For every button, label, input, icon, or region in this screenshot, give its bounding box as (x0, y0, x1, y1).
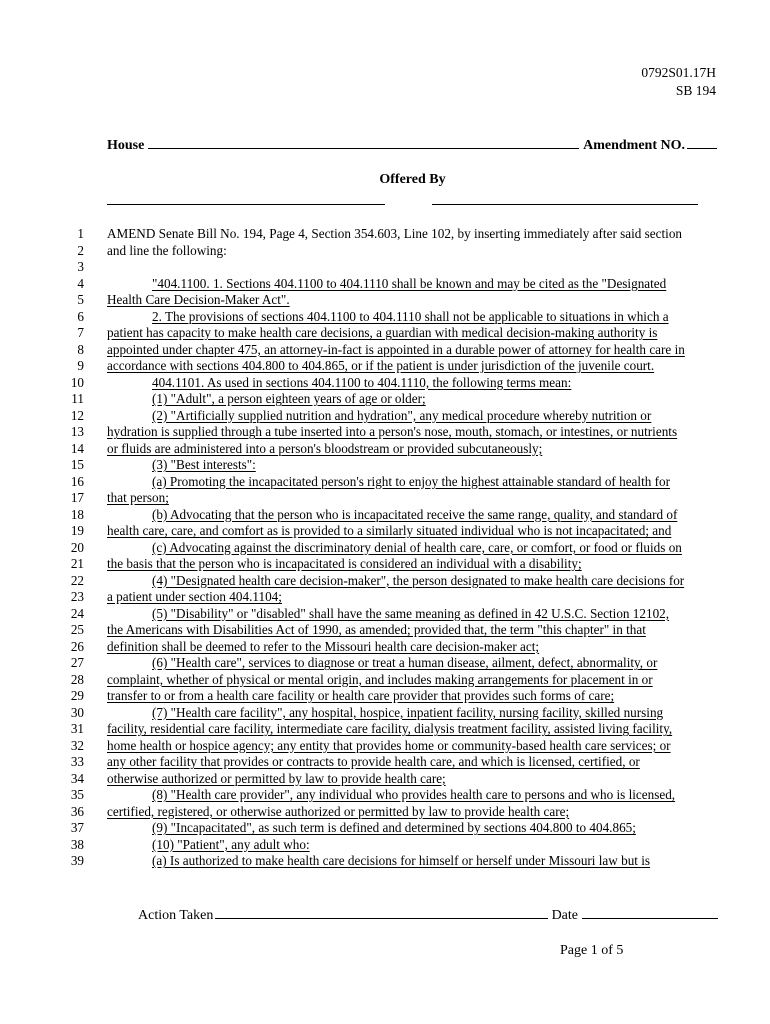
text-line (0, 540, 770, 557)
text-line (0, 507, 770, 524)
line-number: 11 (71, 391, 84, 406)
line-number: 4 (77, 275, 84, 291)
line-number: 27 (70, 655, 84, 670)
text-line (0, 622, 770, 639)
text-line (0, 358, 770, 375)
line-number: 12 (70, 407, 84, 423)
line-text: 2. The provisions of sections 404.1100 to 404.1110 shall not be applicable to situations in which a (152, 308, 669, 324)
line-text: (a) Promoting the incapacitated person's right to enjoy the highest attainable standard of health for (152, 473, 670, 489)
document-identifier (641, 64, 716, 100)
text-line (0, 754, 770, 771)
date-blank (582, 906, 718, 919)
text-line (0, 276, 770, 293)
text-line (0, 292, 770, 309)
line-text: (8) "Health care provider", any individual who provides health care to persons and who is licensed, (152, 787, 676, 802)
line-number: 20 (70, 539, 84, 555)
line-number: 14 (70, 440, 84, 456)
action-taken-blank (215, 906, 547, 919)
text-line (0, 375, 770, 392)
line-text: (a) Is authorized to make health care decisions for himself or herself under Missouri law but is (152, 853, 651, 868)
line-number: 39 (70, 853, 84, 868)
text-line (0, 672, 770, 689)
line-number: 37 (70, 820, 84, 835)
line-text: (4) "Designated health care decision-maker", the person designated to make health care decisions for (152, 572, 685, 588)
line-text: health care, care, and comfort as is provided to a similarly situated individual who is not incapacitated; and (107, 523, 672, 538)
text-line (0, 243, 770, 260)
line-number: 26 (70, 638, 84, 654)
line-text: definition shall be deemed to refer to the Missouri health care decision-maker act; (107, 638, 540, 654)
text-line (0, 721, 770, 738)
text-line (0, 342, 770, 359)
offered-by-heading: Offered By (379, 172, 446, 187)
line-text: "404.1100. 1. Sections 404.1100 to 404.1110 shall be known and may be cited as the "Designated (152, 275, 667, 291)
line-number: 23 (70, 589, 84, 604)
amendment-number-blank (687, 136, 717, 149)
line-number: 34 (70, 770, 84, 786)
line-number: 18 (70, 506, 84, 522)
line-text: any other facility that provides or contracts to provide health care, and which is licensed, certified, or (107, 754, 640, 769)
page-number: Page 1 of 5 (560, 943, 624, 958)
line-text: the Americans with Disabilities Act of 1990, as amended; provided that, the term "this chapter" in that (107, 622, 646, 637)
text-line (0, 705, 770, 722)
line-text: facility, residential care facility, intermediate care facility, dialysis treatment facility, assisted living facility, (107, 721, 673, 736)
text-line (0, 490, 770, 507)
text-line (0, 655, 770, 672)
house-label: House (107, 138, 145, 153)
line-number: 5 (77, 292, 84, 307)
line-number: 30 (70, 704, 84, 720)
text-line (0, 837, 770, 854)
house-blank-line (148, 136, 579, 149)
text-line (0, 606, 770, 623)
amendment-label: Amendment NO. (583, 138, 685, 153)
line-number: 24 (70, 605, 84, 621)
line-text: (7) "Health care facility", any hospital, hospice, inpatient facility, nursing facility, skilled nursing (152, 704, 664, 720)
line-text: complaint, whether of physical or mental origin, and includes making arrangements for placement in or (107, 671, 653, 687)
line-number: 19 (70, 523, 84, 538)
line-text: (2) "Artificially supplied nutrition and hydration", any medical procedure whereby nutrition or (152, 407, 652, 423)
line-text: (9) "Incapacitated", as such term is defined and determined by sections 404.800 to 404.865; (152, 820, 636, 835)
date-label: Date (551, 908, 578, 923)
line-text: (5) "Disability" or "disabled" shall have the same meaning as defined in 42 U.S.C. Section 12102, (152, 605, 670, 621)
doc-code: 0792S01.17H (641, 65, 716, 80)
text-line (0, 639, 770, 656)
text-line (0, 771, 770, 788)
line-number: 28 (70, 671, 84, 687)
text-line (0, 787, 770, 804)
line-number: 6 (77, 308, 84, 324)
text-line (0, 391, 770, 408)
line-text: 404.1101. As used in sections 404.1100 to 404.1110, the following terms mean: (152, 374, 572, 390)
action-taken-label: Action Taken (138, 908, 214, 923)
sponsor-signature-line-left (107, 204, 385, 205)
line-number: 13 (70, 424, 84, 439)
line-number: 1 (77, 226, 84, 241)
line-number: 3 (77, 259, 84, 274)
text-line (0, 259, 770, 276)
text-line (0, 523, 770, 540)
line-text: patient has capacity to make health care decisions, a guardian with medical decision-making authority is (107, 325, 658, 340)
line-number: 32 (70, 737, 84, 753)
line-text: hydration is supplied through a tube inserted into a person's nose, mouth, stomach, or intestines, or nutrients (107, 424, 678, 439)
line-number: 21 (70, 556, 84, 571)
text-line (0, 457, 770, 474)
line-number: 38 (70, 836, 84, 852)
line-text: otherwise authorized or permitted by law to provide health care; (107, 770, 446, 786)
line-text: (3) "Best interests": (152, 457, 256, 472)
line-number: 33 (70, 754, 84, 769)
line-text: Health Care Decision-Maker Act". (107, 292, 290, 307)
line-text: and line the following: (107, 242, 227, 258)
text-line (0, 474, 770, 491)
line-text: that person; (107, 490, 169, 505)
line-number: 16 (70, 473, 84, 489)
line-number: 36 (70, 803, 84, 819)
line-text: AMEND Senate Bill No. 194, Page 4, Section 354.603, Line 102, by inserting immediately after said section (107, 226, 683, 241)
house-amendment-row (107, 136, 717, 154)
line-number: 17 (70, 490, 84, 505)
line-text: appointed under chapter 475, an attorney-in-fact is appointed in a durable power of attorney for health care in (107, 341, 685, 357)
line-text: (10) "Patient", any adult who: (152, 836, 310, 852)
text-line (0, 226, 770, 243)
line-text: (6) "Health care", services to diagnose or treat a human disease, ailment, defect, abnormality, or (152, 655, 658, 670)
sponsor-signature-line-right (432, 204, 698, 205)
text-line (0, 804, 770, 821)
bill-number: SB 194 (675, 83, 716, 98)
line-number: 10 (70, 374, 84, 390)
line-text: transfer to or from a health care facility or health care provider that provides such forms of care; (107, 688, 615, 703)
line-number: 2 (77, 242, 84, 258)
line-number: 22 (70, 572, 84, 588)
numbered-text-body (0, 226, 770, 870)
line-number: 9 (77, 358, 84, 373)
text-line (0, 820, 770, 837)
line-text: or fluids are administered into a person's bloodstream or provided subcutaneously; (107, 440, 543, 456)
text-line (0, 424, 770, 441)
text-line (0, 325, 770, 342)
line-text: certified, registered, or otherwise authorized or permitted by law to provide health care; (107, 803, 570, 819)
line-number: 15 (70, 457, 84, 472)
text-line (0, 556, 770, 573)
line-text: (b) Advocating that the person who is incapacitated receive the same range, quality, and standard of (152, 506, 678, 522)
line-text: a patient under section 404.1104; (107, 589, 282, 604)
line-number: 35 (70, 787, 84, 802)
line-number: 25 (70, 622, 84, 637)
text-line (0, 408, 770, 425)
line-text: home health or hospice agency; any entity that provides home or community-based health care services; or (107, 737, 671, 753)
line-number: 31 (70, 721, 84, 736)
text-line (0, 853, 770, 870)
text-line (0, 688, 770, 705)
line-number: 29 (70, 688, 84, 703)
line-number: 7 (77, 325, 84, 340)
line-text: the basis that the person who is incapacitated is considered an individual with a disability; (107, 556, 582, 571)
text-line (0, 309, 770, 326)
text-line (0, 589, 770, 606)
text-line (0, 738, 770, 755)
action-taken-row (138, 906, 718, 924)
text-line (0, 573, 770, 590)
line-text: (1) "Adult", a person eighteen years of age or older; (152, 391, 426, 406)
line-text: accordance with sections 404.800 to 404.865, or if the patient is under jurisdiction of the juvenile court. (107, 358, 655, 373)
line-text: (c) Advocating against the discriminatory denial of health care, care, or comfort, or food or fluids on (152, 539, 682, 555)
text-line (0, 441, 770, 458)
line-number: 8 (77, 341, 84, 357)
